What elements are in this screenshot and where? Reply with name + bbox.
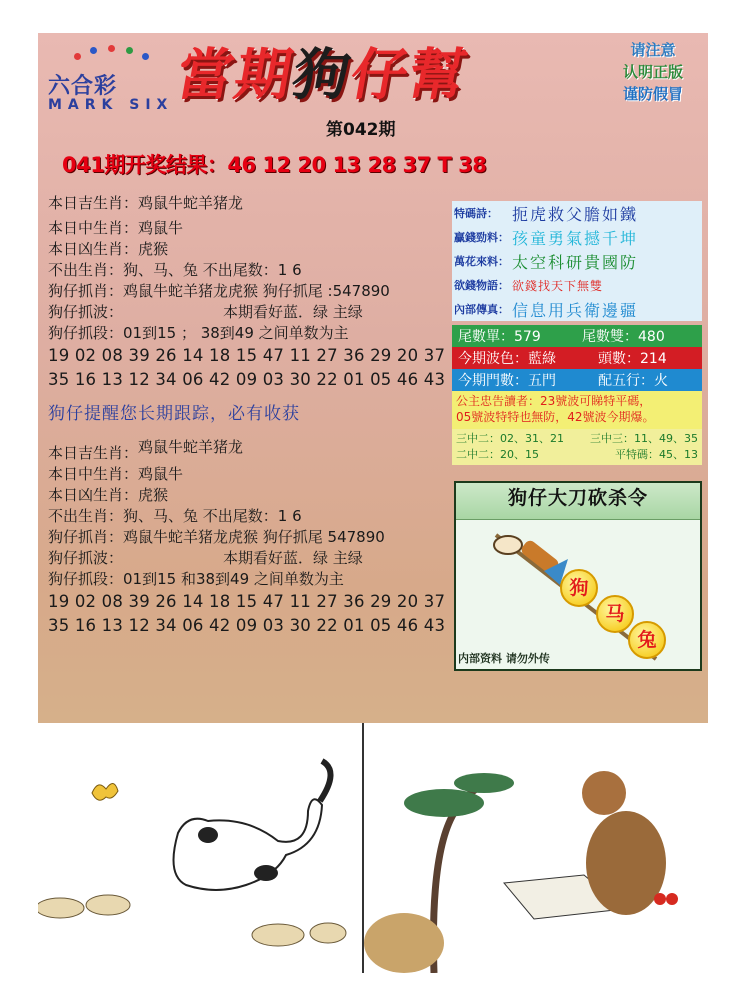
poem-row (452, 225, 702, 249)
prediction-block-1 (48, 193, 478, 392)
cat-patch (198, 827, 218, 843)
number-row: 35 16 13 12 34 06 42 09 03 30 22 01 05 46 43 (48, 616, 446, 635)
grab-zodiac: 狗仔抓肖：鸡鼠牛蛇羊猪龙虎猴 狗仔抓尾 :547890 (48, 282, 390, 300)
cat-body (174, 799, 323, 890)
poem-value: 欲錢找天下無雙 (512, 278, 604, 293)
stat-value: 480 (638, 329, 665, 345)
poem-key: 欲錢物語： (454, 279, 509, 292)
notice-line: 请注意 (630, 41, 676, 59)
stone-icon (86, 895, 130, 915)
monkey-illustration (364, 723, 708, 973)
combo-row (456, 447, 698, 463)
number-row: 35 16 13 12 34 06 42 09 03 30 22 01 05 46 43 (48, 370, 446, 389)
notice-line: 认明正版 (622, 63, 683, 81)
stat-value: 藍綠 (528, 351, 556, 367)
notice-line: 谨防假冒 (622, 85, 683, 103)
stone-icon (310, 923, 346, 943)
notice-stamp (612, 39, 694, 105)
poem-key: 贏錢勁料： (454, 231, 509, 244)
stat-label: 今期門數： (458, 373, 528, 389)
grab-wave-value: 本期看好蓝．绿 主绿 (223, 303, 363, 321)
combo-item: 平特碼：45、13 (615, 448, 698, 461)
stat-label: 配五行： (598, 373, 654, 389)
unlucky-zodiac: 本日凶生肖：虎猴 (48, 240, 169, 258)
poem-row (452, 297, 702, 321)
prediction-block-2 (48, 438, 478, 638)
page (38, 33, 708, 973)
stat-value: 火 (654, 373, 668, 389)
grab-zodiac: 狗仔抓肖：鸡鼠牛蛇羊猪龙虎猴 狗仔抓尾 547890 (48, 528, 385, 546)
combo-picks (452, 429, 702, 465)
stone-icon (38, 898, 84, 918)
advice-line: 公主忠告讀者：23號波可睇特平碼， (456, 394, 652, 408)
grab-segment: 狗仔抓段：01到15 和38到49 之间单数为主 (48, 570, 344, 588)
stat-label: 尾數雙： (582, 329, 638, 345)
poem-key: 內部傳真： (454, 303, 509, 316)
stat-value: 579 (514, 329, 541, 345)
tree-foliage (454, 773, 514, 793)
lucky-zodiac (48, 438, 478, 464)
advice-line: 05號波特特也無防，42號波今期爆。 (456, 410, 655, 424)
combo-item: 三中三：11、49、35 (590, 432, 698, 445)
monkey-head (582, 771, 626, 815)
excluded-zodiac: 不出生肖：狗、马、兔 不出尾数：1 6 (48, 261, 302, 279)
title-part-3: 仔幫 (345, 42, 474, 108)
grab-wave-label: 狗仔抓波： (48, 549, 124, 567)
logo-dot (142, 53, 149, 60)
logo-dot (108, 45, 115, 52)
middle-zodiac: 本日中生肖：鸡鼠牛 (48, 465, 184, 483)
zodiac-ball-dog: 狗 (560, 569, 598, 607)
combo-row (456, 431, 698, 447)
grab-segment: 狗仔抓段：01到15 ； 38到49 之间单数为主 (48, 324, 349, 342)
rock-icon (364, 913, 444, 973)
poem-row (452, 201, 702, 225)
monkey-body (586, 811, 666, 915)
grab-wave (48, 548, 478, 569)
zodiac-ball-rabbit: 兔 (628, 621, 666, 659)
logo-dot (90, 47, 97, 54)
stone-icon (252, 924, 304, 946)
poem-row (452, 249, 702, 273)
confidential-note: 内部资料 请勿外传 (458, 652, 550, 665)
stat-value: 五門 (528, 373, 556, 389)
excluded-zodiac: 不出生肖：狗、马、兔 不出尾数：1 6 (48, 507, 302, 525)
fruit-icon (666, 893, 678, 905)
poem-key: 特碼詩： (454, 207, 498, 220)
page-title (171, 33, 475, 111)
reminder-text: 狗仔提醒您长期跟踪，必有收获 (48, 404, 300, 424)
fruit-icon (654, 893, 666, 905)
lucky-zodiac-label: 本日吉生肖： (48, 444, 139, 462)
poem-value: 信息用兵衛邊疆 (512, 300, 639, 320)
mark-six-logo (44, 39, 184, 117)
poem-value: 扼虎救父膽如鐵 (512, 204, 639, 224)
poem-key: 萬花來料： (454, 255, 509, 268)
skewer-ring (494, 536, 522, 554)
poem-value: 太空科研貴國防 (512, 252, 639, 272)
poem-value: 孩童勇氣撼千坤 (512, 228, 639, 248)
title-part-2: 狗 (287, 42, 358, 108)
stat-row-doors (452, 369, 702, 391)
logo-chinese-text: 六合彩 (48, 74, 118, 99)
lucky-zodiac-value: 鸡鼠牛蛇羊猪龙 (138, 438, 244, 456)
tree-foliage (404, 789, 484, 817)
title-part-1: 當期 (171, 42, 300, 108)
grab-wave-value: 本期看好蓝．绿 主绿 (223, 549, 363, 567)
lucky-zodiac: 本日吉生肖：鸡鼠牛蛇羊猪龙 (48, 194, 244, 212)
stat-label: 尾數單： (458, 329, 514, 345)
grab-wave-label: 狗仔抓波： (48, 303, 124, 321)
poem-box (452, 201, 702, 321)
stat-row-wave (452, 347, 702, 369)
stat-row-tail (452, 325, 702, 347)
previous-draw-result: 041期开奖结果：46 12 20 13 28 37 T 38 (62, 153, 487, 177)
logo-dot (126, 47, 133, 54)
logo-dot (74, 53, 81, 60)
unlucky-zodiac: 本日凶生肖：虎猴 (48, 486, 169, 504)
princess-advice (452, 391, 702, 429)
combo-item: 二中二：20、15 (456, 448, 539, 461)
logo-english-text: MARK SIX (48, 97, 174, 113)
stat-label: 今期波色： (458, 351, 528, 367)
middle-zodiac: 本日中生肖：鸡鼠牛 (48, 219, 184, 237)
poem-row (452, 273, 702, 297)
stat-label: 頭數： (598, 351, 640, 367)
cat-illustration (38, 723, 362, 973)
stat-value: 214 (640, 351, 667, 367)
tips-panel (452, 201, 702, 465)
knife-box-title: 狗仔大刀砍杀令 (456, 483, 700, 520)
butterfly-icon (92, 783, 118, 800)
number-row: 19 02 08 39 26 14 18 15 47 11 27 36 29 20 37 (48, 592, 446, 611)
issue-number: 第042期 (326, 120, 396, 140)
zodiac-ball-horse: 马 (596, 595, 634, 633)
combo-item: 三中二：02、31、21 (456, 432, 564, 445)
number-row: 19 02 08 39 26 14 18 15 47 11 27 36 29 20 37 (48, 346, 446, 365)
cat-patch (254, 865, 278, 881)
big-knife-box (454, 481, 702, 671)
cat-tail (320, 761, 331, 801)
grab-wave (48, 302, 478, 323)
